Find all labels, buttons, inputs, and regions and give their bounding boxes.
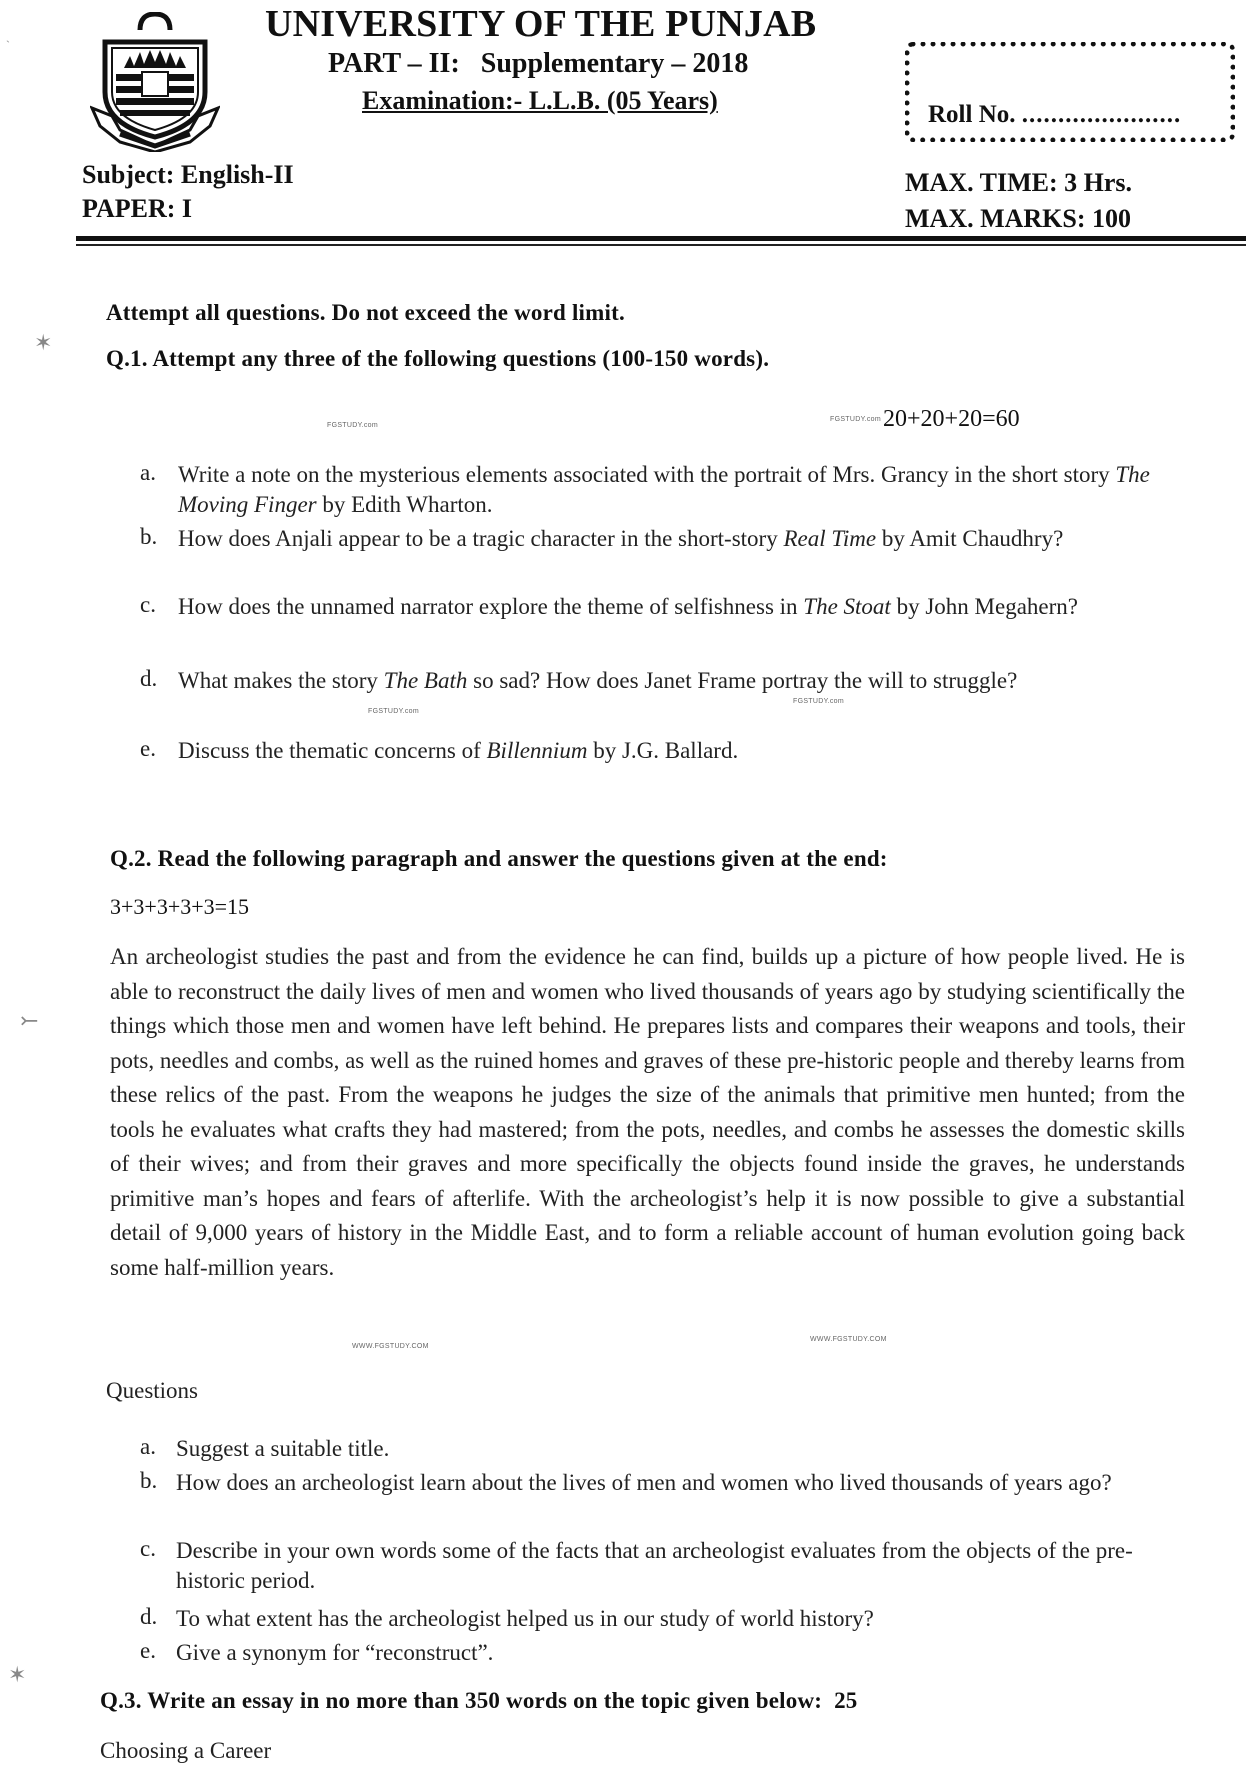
item-label: b.	[140, 524, 158, 549]
max-marks: MAX. MARKS: 100	[905, 204, 1132, 233]
roll-number-blank[interactable]: ......................	[1021, 101, 1182, 128]
q1-marks: 20+20+20=60	[883, 406, 1020, 432]
university-title: UNIVERSITY OF THE PUNJAB	[265, 3, 817, 45]
max-time: MAX. TIME: 3 Hrs.	[905, 168, 1133, 197]
header-divider-thin	[76, 244, 1246, 246]
item-label: d.	[140, 666, 158, 691]
watermark: FGSTUDY.com	[327, 422, 379, 429]
item-label: c.	[140, 592, 156, 617]
item-text: Suggest a suitable title.	[176, 1436, 390, 1461]
item-text: How does Anjali appear to be a tragic character in the short-story Real Time by Amit Chaudhry?	[178, 526, 1064, 551]
item-text: Write a note on the mysterious elements associated with the portrait of Mrs. Grancy in the short story The Moving Finger by Edith Wharton.	[178, 462, 1150, 517]
item-text: How does the unnamed narrator explore the theme of selfishness in The Stoat by John Megahern?	[178, 594, 1078, 619]
item-label: e.	[140, 1638, 156, 1663]
roll-number-box[interactable]	[905, 42, 1235, 142]
item-text: To what extent has the archeologist helped us in our study of world history?	[176, 1606, 874, 1631]
watermark: FGSTUDY.com	[830, 416, 882, 423]
item-text: Discuss the thematic concerns of Billennium by J.G. Ballard.	[178, 738, 739, 763]
roll-number-label: Roll No.	[928, 101, 1016, 128]
scan-speck-icon: ⤚	[20, 1008, 39, 1033]
header-divider	[76, 236, 1246, 241]
q3-marks: 25	[834, 1688, 858, 1713]
university-crest-icon	[90, 12, 220, 152]
essay-topic: Choosing a Career	[100, 1738, 272, 1763]
scan-speck-icon: ✶	[34, 330, 53, 355]
scan-speck: `	[6, 38, 10, 52]
roll-number-field[interactable]	[928, 101, 1181, 129]
q2-heading: Q.2. Read the following paragraph and answer the questions given at the end:	[110, 846, 888, 871]
item-label: d.	[140, 1604, 158, 1629]
exam-part: PART – II:	[328, 48, 460, 79]
watermark: FGSTUDY.com	[793, 698, 845, 705]
item-label: c.	[140, 1536, 156, 1561]
paper-label: PAPER: I	[82, 194, 193, 223]
q1-heading: Q.1. Attempt any three of the following questions (100-150 words).	[106, 346, 770, 371]
watermark: FGSTUDY.com	[368, 708, 420, 715]
item-label: b.	[140, 1468, 158, 1493]
item-text: What makes the story The Bath so sad? How does Janet Frame portray the will to struggle?	[178, 668, 1018, 693]
watermark: WWW.FGSTUDY.COM	[810, 1336, 887, 1343]
scan-speck-icon: ✶	[8, 1662, 27, 1687]
item-text: Describe in your own words some of the facts that an archeologist evaluates from the objects of the pre-historic period.	[176, 1538, 1133, 1593]
item-label: a.	[140, 460, 156, 485]
comprehension-passage: An archeologist studies the past and from the evidence he can find, builds up a picture of how people lived. He is able to reconstruct the daily lives of men and women who lived thousands of years ago by studying scientifically the things which those men and women have left behind. He prepares lists and compares their weapons and tools, their pots, needles and combs, as well as the ruined homes and graves of these pre-historic people and thereby learns from these relics of the past. From the weapons he judges the size of the animals that primitive men hunted; from the tools he evaluates what crafts they had mastered; from the pots, needles, and combs he assesses the domestic skills of their wives; and from their graves and more specifically the objects found inside the graves, he understands primitive man’s hopes and fears of afterlife. With the archeologist’s help it is now possible to give a substantial detail of 9,000 years of history in the Middle East, and to form a reliable account of human evolution going back some half-million years.	[110, 944, 1185, 1280]
exam-session: Supplementary – 2018	[480, 48, 749, 79]
watermark: WWW.FGSTUDY.COM	[352, 1343, 429, 1350]
general-instructions: Attempt all questions. Do not exceed the word limit.	[106, 300, 625, 325]
exam-part-line	[328, 48, 748, 80]
q3-heading	[100, 1688, 857, 1714]
q3-heading-text: Q.3. Write an essay in no more than 350 words on the topic given below:	[100, 1688, 823, 1713]
examination-name: Examination:- L.L.B. (05 Years)	[362, 86, 718, 115]
item-text: Give a synonym for “reconstruct”.	[176, 1640, 494, 1665]
item-text: How does an archeologist learn about the lives of men and women who lived thousands of years ago?	[176, 1470, 1112, 1495]
item-label: a.	[140, 1434, 156, 1459]
q2-marks: 3+3+3+3+3=15	[110, 894, 250, 919]
item-label: e.	[140, 736, 156, 761]
questions-label: Questions	[106, 1378, 198, 1403]
subject-label: Subject: English-II	[82, 160, 294, 189]
